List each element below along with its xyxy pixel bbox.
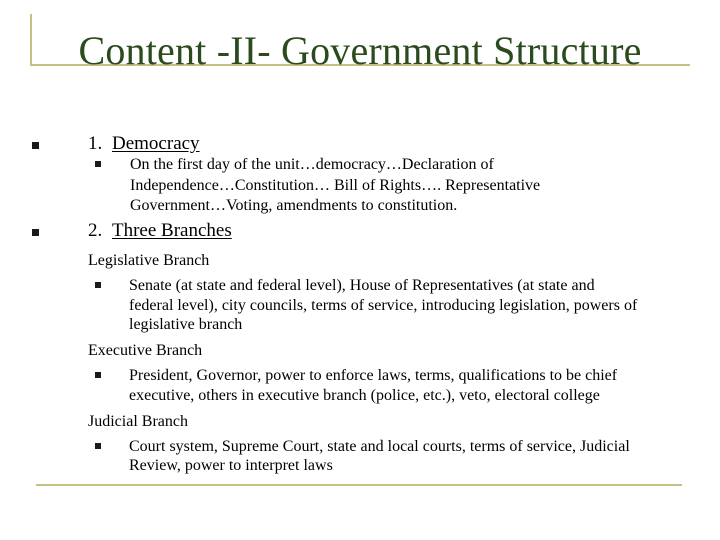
square-bullet-icon bbox=[95, 282, 101, 288]
judicial-detail-line: Court system, Supreme Court, state and local courts, terms of service, Judicial bbox=[129, 438, 630, 455]
footer-rule bbox=[36, 484, 682, 486]
branches-number: 2. bbox=[88, 220, 103, 241]
square-bullet-icon bbox=[32, 142, 39, 149]
judicial-detail-line: Review, power to interpret laws bbox=[129, 457, 333, 474]
legislative-detail-line: federal level), city councils, terms of service, introducing legislation, powers of bbox=[129, 297, 638, 314]
democracy-detail-line: Independence…Constitution… Bill of Rights…. Representative bbox=[130, 177, 541, 194]
legislative-detail-line: legislative branch bbox=[129, 316, 243, 333]
democracy-number: 1. bbox=[88, 133, 103, 154]
square-bullet-icon bbox=[95, 161, 101, 167]
executive-detail-line: President, Governor, power to enforce laws, terms, qualifications to be chief bbox=[129, 367, 618, 384]
democracy-detail-line: On the first day of the unit…democracy…Declaration of bbox=[130, 156, 494, 173]
branches-heading: Three Branches bbox=[112, 220, 232, 241]
judicial-branch-label: Judicial Branch bbox=[88, 413, 188, 430]
slide-title: Content -II- Government Structure bbox=[78, 28, 642, 73]
legislative-branch-label: Legislative Branch bbox=[88, 252, 210, 269]
executive-branch-label: Executive Branch bbox=[88, 342, 203, 359]
democracy-detail-line: Government…Voting, amendments to constitution. bbox=[130, 197, 458, 214]
legislative-detail-line: Senate (at state and federal level), House of Representatives (at state and bbox=[129, 277, 595, 294]
executive-detail-line: executive, others in executive branch (police, etc.), veto, electoral college bbox=[129, 387, 600, 404]
square-bullet-icon bbox=[95, 372, 101, 378]
square-bullet-icon bbox=[95, 443, 101, 449]
democracy-heading: Democracy bbox=[112, 133, 200, 154]
square-bullet-icon bbox=[32, 229, 39, 236]
